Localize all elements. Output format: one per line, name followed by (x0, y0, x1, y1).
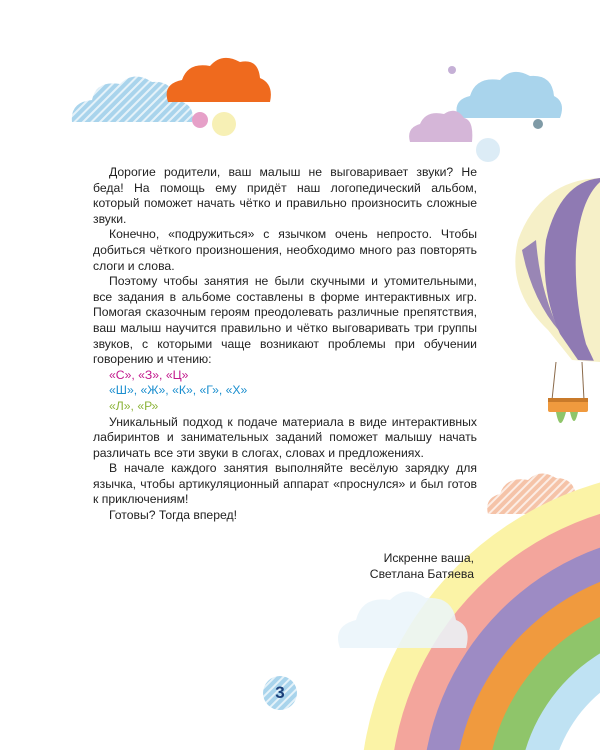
page-number: 3 (275, 683, 285, 702)
cloud-icon (457, 72, 563, 118)
sound-group-3: «Л», «Р» (109, 398, 159, 413)
cloud-icon (167, 58, 271, 102)
foreword-text (93, 165, 477, 524)
dot-icon (448, 66, 456, 74)
paragraph: Дорогие родители, ваш малыш не выговаривает звуки? Не беда! На помощь ему придёт наш логопедический альбом, который поможет начать чётко и правильно произносить сложные звуки. (93, 165, 477, 226)
sound-group-2: «Ш», «Ж», «К», «Г», «Х» (109, 383, 248, 398)
paragraph: Поэтому чтобы занятия не были скучными и утомительными, все задания в альбоме составлены в форме интерактивных игр. Помогая сказочным героям преодолевать различные препятствия, ваш малыш научится правильно и чётко выговаривать три группы звуков, с которыми чаще возникают проблемы при обучении говорению и чтению: (93, 274, 477, 367)
hot-air-balloon-icon (515, 178, 600, 423)
paragraph: Конечно, «подружиться» с язычком очень непросто. Чтобы добиться чёткого произношения, необходимо много раз повторять слоги и слова. (93, 227, 477, 273)
dot-icon (533, 119, 543, 129)
dot-icon (476, 138, 500, 162)
dot-icon (192, 112, 208, 128)
signature (370, 550, 474, 582)
sound-group-1: «С», «З», «Ц» (109, 367, 189, 382)
paragraph: Уникальный подход к подаче материала в виде интерактивных лабиринтов и занимательных заданий поможет малышу начать различать все эти звуки в слогах, словах и предложениях. (93, 414, 477, 460)
signature-line-1: Искренне ваша, (383, 551, 474, 565)
dot-icon (212, 112, 236, 136)
signature-author: Светлана Батяева (369, 567, 474, 581)
paragraph: Готовы? Тогда вперед! (109, 508, 237, 523)
paragraph: В начале каждого занятия выполняйте весёлую зарядку для язычка, чтобы артикуляционный аппарат «проснулся» и был готов к приключениям! (93, 461, 477, 507)
